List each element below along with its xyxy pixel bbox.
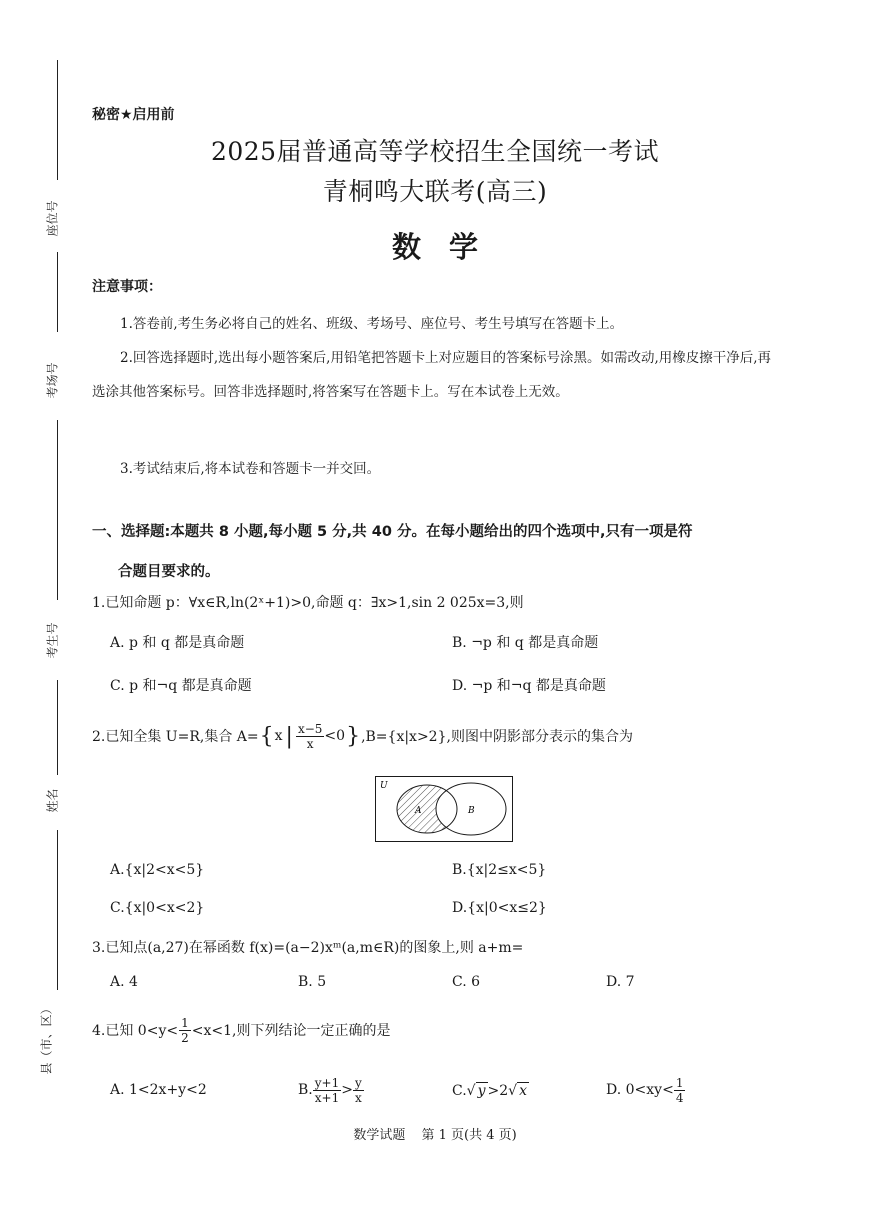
margin-label-student-id: 考生号 [45, 622, 60, 659]
fraction-denominator: 4 [675, 1090, 684, 1105]
question-1-option-b: B. ¬p 和 q 都是真命题 [452, 635, 599, 651]
question-1-option-a: A. p 和 q 都是真命题 [110, 635, 245, 651]
margin-label-seat: 座位号 [45, 200, 60, 237]
question-1-option-d: D. ¬p 和¬q 都是真命题 [452, 678, 606, 694]
set-variable: x [274, 728, 283, 744]
fraction-numerator: y [354, 1075, 362, 1090]
margin-label-county: 县（市、区） [39, 1002, 54, 1075]
brace-left: { [259, 723, 274, 749]
fraction-denominator: x [354, 1090, 362, 1105]
footer-subject: 数学试题 [353, 1128, 406, 1143]
question-3-option-d: D. 7 [606, 974, 635, 990]
fraction-relation: <0 [324, 728, 346, 744]
fraction-numerator: 1 [181, 1015, 189, 1030]
question-4-stem [92, 1012, 390, 1048]
footer-page-number: 第 1 页(共 4 页) [421, 1128, 517, 1143]
question-3-option-b: B. 5 [298, 974, 327, 990]
sqrt-sign: √ [466, 1082, 476, 1099]
fraction-numerator: y+1 [314, 1075, 340, 1090]
option-d-prefix: D. 0<xy< [606, 1082, 674, 1098]
fraction [296, 722, 324, 751]
margin-line [57, 830, 58, 990]
question-1-stem: 1.已知命题 p：∀x∈R,ln(2ˣ+1)>0,命题 q：∃x>1,sin 2 025x=3,则 [92, 595, 524, 611]
venn-diagram [375, 776, 513, 842]
margin-label-name: 姓名 [45, 788, 60, 813]
section-heading [92, 512, 782, 592]
option-b-relation: > [341, 1082, 353, 1098]
question-4-stem-end: <x<1,则下列结论一定正确的是 [191, 1023, 391, 1039]
note-item: 1.答卷前,考生务必将自己的姓名、班级、考场号、座位号、考生号填写在答题卡上。 [120, 316, 624, 332]
fraction-denominator: x [306, 736, 314, 751]
venn-label-u: U [380, 781, 388, 791]
section-heading-line2: 合题目要求的。 [118, 564, 220, 580]
page-footer [0, 1124, 870, 1143]
question-4-stem-start: 4.已知 0<y< [92, 1023, 179, 1039]
margin-label-room: 考场号 [45, 362, 60, 399]
question-4-option-c [452, 1082, 529, 1099]
secret-label: 秘密★启用前 [92, 107, 175, 123]
margin-line [57, 680, 58, 775]
brace-right: } [346, 723, 361, 749]
radicand: y [477, 1083, 486, 1099]
question-4-option-a: A. 1<2x+y<2 [110, 1082, 207, 1098]
section-heading-line1: 一、选择题:本题共 8 小题,每小题 5 分,共 40 分。在每小题给出的四个选项中,只有一项是符 [92, 524, 693, 540]
question-3-option-c: C. 6 [452, 974, 481, 990]
option-c-relation: >2 [487, 1082, 509, 1099]
fraction-numerator: x−5 [297, 721, 323, 736]
option-b-prefix: B. [298, 1082, 313, 1098]
question-1-option-c: C. p 和¬q 都是真命题 [110, 678, 252, 694]
question-2-option-d: D.{x|0<x≤2} [452, 900, 547, 916]
radicand: x [519, 1083, 527, 1099]
sqrt-sign: √ [508, 1082, 518, 1099]
exam-subtitle: 青桐鸣大联考(高三) [322, 177, 548, 206]
margin-line [57, 420, 58, 600]
question-2-stem-start: 2.已知全集 U=R,集合 A= [92, 729, 259, 745]
fraction [674, 1076, 686, 1105]
venn-label-a: A [415, 806, 422, 816]
option-c-prefix: C. [452, 1082, 467, 1099]
fraction [179, 1016, 191, 1045]
note-item: 3.考试结束后,将本试卷和答题卡一并交回。 [120, 461, 381, 477]
exam-title: 2025届普通高等学校招生全国统一考试 [210, 137, 660, 166]
question-2-option-b: B.{x|2≤x<5} [452, 862, 547, 878]
fraction-denominator: x+1 [314, 1090, 340, 1105]
question-2-option-c: C.{x|0<x<2} [110, 900, 205, 916]
question-2-stem-end: ,B={x|x>2},则图中阴影部分表示的集合为 [361, 729, 633, 745]
venn-label-b: B [468, 806, 475, 816]
question-4-option-b [298, 1072, 364, 1108]
fraction [313, 1076, 341, 1105]
fraction [353, 1076, 364, 1105]
question-3-option-a: A. 4 [110, 974, 138, 990]
question-2-stem [92, 718, 633, 754]
question-3-stem: 3.已知点(a,27)在幂函数 f(x)=(a−2)xᵐ(a,m∈R)的图象上,则 a+m= [92, 940, 524, 956]
notes-title: 注意事项： [92, 279, 162, 295]
question-2-option-a: A.{x|2<x<5} [110, 862, 205, 878]
fraction-denominator: 2 [181, 1030, 189, 1045]
subject-title: 数学 [391, 230, 506, 264]
note-item: 2.回答选择题时,选出每小题答案后,用铅笔把答题卡上对应题目的答案标号涂黑。如需改动,用橡皮擦干净后,再选涂其他答案标号。回答非选择题时,将答案写在答题卡上。写在本试卷上无效。 [92, 350, 772, 400]
question-4-option-d [606, 1072, 685, 1108]
set-divider: | [285, 723, 293, 749]
fraction-numerator: 1 [675, 1075, 684, 1090]
